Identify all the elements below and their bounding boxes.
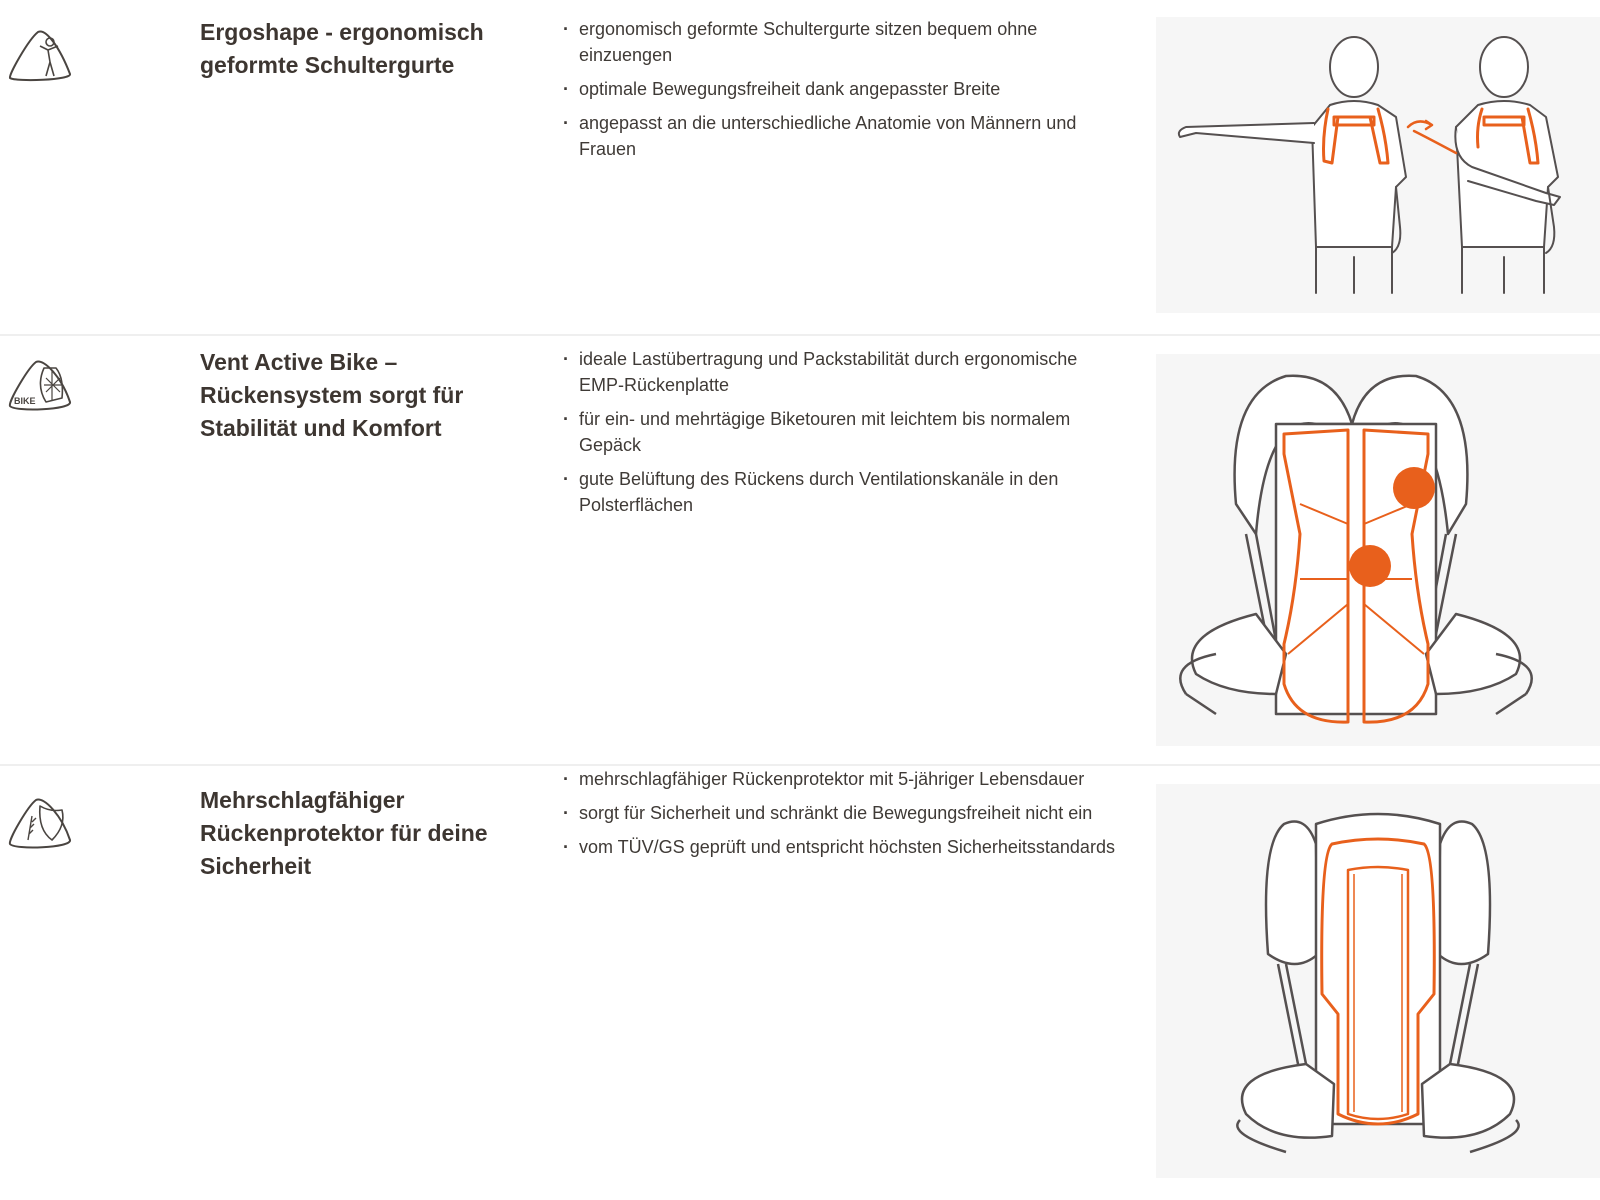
bullet-item: · mehrschlagfähiger Rückenprotektor mit 5-jähriger Lebensdauer — [563, 766, 1123, 792]
bike-backsystem-icon — [6, 356, 74, 416]
shoulder-strap-movement-illustration — [1156, 17, 1600, 313]
bullet-item: · ergonomisch geformte Schultergurte sitzen bequem ohne einzuengen — [563, 16, 1123, 68]
ergoshape-person-icon — [6, 26, 74, 86]
feature-bullet-list — [563, 766, 1123, 868]
bullet-item: · optimale Bewegungsfreiheit dank angepasster Breite — [563, 76, 1123, 102]
feature-back-protector — [0, 766, 1600, 1200]
feature-title: Mehrschlagfähiger Rückenprotektor für deine Sicherheit — [200, 787, 488, 879]
feature-vent-active-bike — [0, 336, 1600, 764]
bullet-item: · vom TÜV/GS geprüft und entspricht höchsten Sicherheitsstandards — [563, 834, 1123, 860]
bullet-item: · sorgt für Sicherheit und schränkt die Bewegungsfreiheit nicht ein — [563, 800, 1123, 826]
feature-title: Vent Active Bike – Rückensystem sorgt für Stabilität und Komfort — [200, 349, 464, 441]
feature-bullet-list — [563, 346, 1123, 526]
vent-active-back-system-illustration — [1156, 354, 1600, 746]
bullet-item: · angepasst an die unterschiedliche Anatomie von Männern und Frauen — [563, 110, 1123, 162]
feature-bullet-list — [563, 16, 1123, 170]
bullet-item: · für ein- und mehrtägige Biketouren mit leichtem bis normalem Gepäck — [563, 406, 1123, 458]
feature-title: Ergoshape - ergonomisch geformte Schultergurte — [200, 19, 484, 78]
feature-ergoshape — [0, 0, 1600, 334]
bullet-item: · gute Belüftung des Rückens durch Ventilationskanäle in den Polsterflächen — [563, 466, 1123, 518]
bullet-item: · ideale Lastübertragung und Packstabilität durch ergonomische EMP-Rückenplatte — [563, 346, 1123, 398]
back-protector-shield-icon — [6, 794, 74, 854]
back-protector-illustration — [1156, 784, 1600, 1178]
svg-text:BIKE: BIKE — [14, 396, 36, 406]
